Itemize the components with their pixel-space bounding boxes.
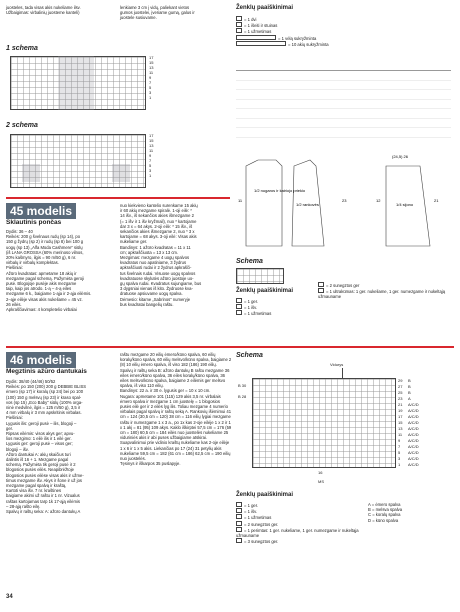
legend-color-item: A = ėmero spalva bbox=[368, 502, 401, 507]
text-line: uogų (sp 13) „Alfa Moda Cashmere“ siūlų bbox=[6, 244, 83, 250]
text-line: Reikės: po 150 (200) 200 g DEBBIE BLISS bbox=[6, 384, 87, 390]
text-line: Kartoti visa išv. 7 nr. kraštines bbox=[6, 488, 62, 494]
text-line: nuo kiekvieno kantelio surenkame 15 akių bbox=[120, 203, 198, 208]
legend3-list bbox=[236, 502, 364, 544]
legend-text: = 1 išv. bbox=[244, 509, 258, 515]
text-line: 4 mm virbalų ir 3 mm apskritinis virbalas. bbox=[6, 410, 82, 416]
row-color-code: B bbox=[408, 378, 411, 383]
legend-text: = 1 išv. bbox=[244, 305, 258, 311]
row-number: 27 bbox=[398, 384, 403, 389]
text-line: tus švelnais rudai. Visuose uogų spalvos bbox=[120, 270, 196, 276]
schema1-title: 1 schema bbox=[6, 45, 38, 52]
text-line: baigiame akimi už raštu ir 1 nr. Vizualus bbox=[6, 493, 80, 499]
legend-item bbox=[236, 527, 364, 538]
text-line: (= 1 išv ir 1 išv kryžmail), nuo * kartojame bbox=[120, 218, 197, 224]
row-color-code: A/C/D bbox=[408, 438, 419, 443]
row-number: 25 bbox=[398, 390, 403, 395]
measure-label-skirt: 1/4 sijono bbox=[396, 202, 414, 207]
model46-banner: 46 modelis bbox=[6, 352, 76, 368]
text-line: lios mezgimo: 1 eilė ilis ir 1 eilė ger. bbox=[6, 436, 72, 442]
row-number: 17 bbox=[149, 133, 154, 138]
model45-divider bbox=[6, 197, 230, 199]
legend1-title: Ženklų paaiškinimai bbox=[236, 5, 294, 11]
legend-item bbox=[318, 288, 452, 299]
schema2-shading-left bbox=[22, 164, 40, 182]
text-line: virbalų ir virbalų komplektas. bbox=[6, 260, 59, 266]
legend-symbol bbox=[236, 508, 242, 513]
text-line: blogoji – išv. bbox=[6, 446, 29, 452]
legend-text: = 1 ger. bbox=[244, 503, 259, 508]
measure-diagram bbox=[236, 146, 452, 254]
row-number: 5 bbox=[149, 85, 152, 90]
text-line: (100) 150 g melsvų (sp 23) ir kraso spal- bbox=[6, 394, 82, 400]
text-line: Spalvų ir raštų seka: A: ažūro dantukų A bbox=[6, 509, 81, 515]
row-number: 9 bbox=[398, 438, 401, 443]
row-color-code: A/C/D bbox=[408, 432, 419, 437]
legend-text: = 2 sunegztos ger bbox=[326, 283, 360, 288]
legend-text: = 3 sunegztos ger. bbox=[244, 539, 279, 545]
row-number: 1 bbox=[149, 95, 152, 100]
measure-label-21: 21 bbox=[434, 198, 439, 203]
row-number: 15 bbox=[149, 138, 154, 143]
top-mid-text bbox=[120, 5, 230, 21]
model46-title: Megztinis ažūro dantukais bbox=[6, 368, 87, 375]
back-front-outline bbox=[246, 160, 282, 246]
legend-text: = 10 akių sukryžminta bbox=[288, 41, 329, 47]
legend-symbol bbox=[236, 538, 242, 543]
text-line: Bandinys: 22 a. ir 30 e. lygusis ger = 10 x 10 cm. bbox=[120, 388, 211, 394]
row-number: 17 bbox=[398, 414, 403, 419]
legend-symbol bbox=[236, 521, 242, 526]
text-line: timus mezgame išv. Akys ir šone ir už jos bbox=[6, 477, 83, 483]
legend-text: = 1 vėlą sukryžminta bbox=[278, 35, 317, 41]
text-line: taip, kaip jos atrodo. 1-ą – 4-ą eiles bbox=[6, 286, 72, 292]
text-line: ger. bbox=[6, 425, 13, 431]
row-number: 7 bbox=[149, 80, 152, 85]
row-color-code: A/C/D bbox=[408, 408, 419, 413]
row-number: 15 bbox=[149, 60, 154, 65]
legend-symbol bbox=[236, 514, 242, 519]
text-line: 14 išv., iš sekančios akies išmezgame 2 bbox=[120, 213, 194, 219]
legend2-title: Ženklų paaiškinimai bbox=[236, 288, 294, 294]
legend1-list bbox=[236, 16, 451, 47]
text-line: Nugara: apmetame 101 (115) 129 akis 3,5 nr. virbalais ėmero spalva ir mezgame 1 cm juostelę = 1 blogosios pusės eilė ger ir 2 eilės lyg ilis. Toliau mezgame 4 numerio virbalais pagal spalvų ir raštų seką A. Rankovių išėmimui 41 cm = 124 (30,5 cm = 120) 38 cm = 116 eilių lygiai mezgame raštu ir numezgame 1 x 3 a., po 1x kas 2-oje eilėje 1 x 2 ir 1 x 1 akį = 81 (95) 109 akys. Kaklo iškirptei 57,5 cm = 176 (59 cm = 180) 60,5 cm = 184 eilės nuo juostelės nukeliame 25 viduriniės akis ir abi puses užbaigiame atskirai. Suapvalinimui prie vidinio kraštų nukeliame kas 2-oje eilėje 1 x 6 ir 1 x 5 akis. Liekančias po 17 (24) 31 petylių akis nukeliame 59,5 cm = 182 (61 cm = 186) 62,5 cm = 190 eilių nuo juostelės. bbox=[120, 393, 232, 462]
row-number: 13 bbox=[149, 143, 154, 148]
row-number: 9 bbox=[149, 75, 152, 80]
schema-b-left-label: B 28 bbox=[238, 394, 247, 399]
page-number: 34 bbox=[6, 594, 13, 600]
row-number: 17 bbox=[149, 55, 154, 60]
text-line: ninė medvilnė, ilgis = 125 m/50 g), 3,5 ir bbox=[6, 405, 81, 411]
measure-label-back: 1/2 nugaros ir kairiojo priekio bbox=[254, 188, 306, 193]
legend-color-item: C = koralų spalva bbox=[368, 512, 401, 518]
text-line: ir 60 akių mezgame spiralė. 1-oji eilė: * bbox=[120, 208, 192, 214]
legend3-title: Ženklų paaiškinimai bbox=[236, 492, 294, 498]
row-number: 5 bbox=[149, 163, 152, 168]
text-line: Lygusis ilis: geroji pusė – ilis, blogoji – bbox=[6, 420, 77, 426]
text-line: raštu mezgame 20 eilių ėmero/kūno spalva, 60 eilių koralų/kūno spalva, 60 eilių melsvo/kūno spalva, baigiame 2 (8) 10 eilių ėmero spalva, iš viso 182 (186) 190 eilių. bbox=[120, 352, 232, 368]
legend-text: = 1 perimtas: 1 ger. nukeliame, 1 ger. numezgame ir nukeltąja užmauname bbox=[236, 527, 359, 539]
text-line: kartojame = 68 akys. 3-oji eilė: Visas akis bbox=[120, 234, 197, 240]
legend-text: = 1 užmetimas bbox=[244, 29, 272, 35]
row-number: 9 bbox=[149, 153, 152, 158]
row-number: 3 bbox=[398, 456, 401, 461]
text-line: 2–ąje eilėje visas akis nukeliame = 45 vz. bbox=[6, 296, 83, 302]
model46-mid-text bbox=[120, 352, 232, 466]
text-line: sekančios akies išmezgame 2, nuo * 3 x bbox=[120, 229, 195, 235]
text-line: kvadratuose skylutės ažūro juostoje uo- bbox=[120, 275, 194, 281]
schema1-shading bbox=[58, 56, 94, 110]
text-line: Tęsinys ir iškarpos 35 puslapyje. bbox=[120, 461, 181, 467]
text-line: blogosios pusės eilėse visas akis ir užme- bbox=[6, 472, 84, 478]
legend-symbol bbox=[236, 502, 242, 507]
text-line: Dėmesio: kitame „Sabrinos“ numeryje bbox=[120, 296, 191, 302]
text-line: cm; apkraščiuota = 13 x 13 cm. bbox=[120, 249, 179, 255]
legend-item bbox=[236, 41, 451, 47]
text-line: bus kvadratai bangelių raštu. bbox=[120, 301, 174, 307]
legend-text: = 2 sunegztos ger. bbox=[244, 521, 279, 527]
schema2-shading-right bbox=[112, 164, 130, 182]
row-color-code: B bbox=[408, 390, 411, 395]
text-line: (iš LANA GROSSA (60% merinoso vilnos, bbox=[6, 249, 84, 255]
legend-item bbox=[236, 538, 364, 544]
model45-mid-text bbox=[120, 203, 232, 307]
text-line: nukeliame ger. bbox=[120, 239, 148, 245]
legend-text: = 1 ger. bbox=[244, 299, 259, 304]
text-line: Ažūro kvadratas: apmetame 18 akių ir bbox=[6, 270, 77, 276]
legend2-list-right bbox=[318, 282, 452, 300]
measure-label-12: 12 bbox=[376, 198, 381, 203]
row-number: 7 bbox=[398, 444, 401, 449]
text-line: dalintis iš 16 + 1. Mezgame pagal bbox=[6, 457, 69, 463]
text-line: gų spalva rudai. Kvadratus sujungiame, bus bbox=[120, 281, 202, 287]
schema-title: Schema bbox=[236, 258, 263, 265]
text-line: Piešiniai: bbox=[6, 265, 23, 271]
row-number: 5 bbox=[398, 450, 401, 455]
top-left-text bbox=[6, 5, 116, 15]
schema-small-grid bbox=[236, 268, 284, 284]
text-line: Apkraščiavimas: 4 kompletelio virbalai bbox=[6, 307, 77, 313]
text-line: kvadratus nuo apatiniame, 3 žydrus bbox=[120, 260, 187, 266]
schema-b-row bbox=[398, 462, 438, 468]
text-line: 26 eilės. bbox=[6, 301, 22, 307]
row-number: 11 bbox=[398, 432, 403, 437]
row-color-code: A/C/D bbox=[408, 444, 419, 449]
text-line: vos (sp 15) „Eco Baby“ siūlų (100% orga- bbox=[6, 399, 83, 405]
text-line: dar 3 x = 64 akys. 2-oji eilė: * 15 išv., iš bbox=[120, 223, 193, 229]
schema2-row-numbers bbox=[149, 133, 159, 178]
text-line: mezgame pagal spalvą ir kraštą, bbox=[6, 483, 67, 489]
schema-b-row-labels bbox=[398, 378, 438, 468]
schema2-title: 2 schema bbox=[6, 122, 38, 129]
text-line: Ripsas eilėmis: visos akys ger; apvu- bbox=[6, 431, 75, 437]
row-number: 21 bbox=[398, 402, 403, 407]
text-line: Spalvų ir raštų seka B: ažūro dantukų B raštu mezgame 36 eiles ėmero/kūno spalva, 36 eiles koralų/kūno spalva, 36 eiles melsvo/kūno spalva, baigiame 2 eilėmis ger melsvo spalva, iš viso 110 eilių. bbox=[120, 367, 230, 389]
row-number: 1 bbox=[398, 462, 401, 467]
row-number: 11 bbox=[149, 148, 154, 153]
legend-text: = 1 išeiti ir stuinas bbox=[244, 23, 278, 29]
text-line: lenkiame 3 cm į vidų, paliekant vietos bbox=[120, 5, 190, 10]
measure-label-width: (24,5) 26 bbox=[392, 154, 409, 159]
row-number: 23 bbox=[398, 396, 403, 401]
row-color-code: B bbox=[408, 384, 411, 389]
row-number: 1 bbox=[149, 173, 152, 178]
text-line: Piešiniai: bbox=[6, 415, 23, 421]
row-number: 3 bbox=[149, 168, 152, 173]
schema-b-title: Schema bbox=[236, 352, 263, 359]
row-number: 19 bbox=[398, 408, 403, 413]
legend-color-item: B = melsva spalva bbox=[368, 507, 403, 513]
row-number: 15 bbox=[398, 420, 403, 425]
row-color-code: A/C/D bbox=[408, 426, 419, 431]
model45-left-text bbox=[6, 229, 116, 312]
legend-item bbox=[236, 310, 336, 316]
text-line: apkraščiuoti rudai ir 2 žydrus apkrašči- bbox=[120, 265, 192, 271]
legend1-details bbox=[236, 70, 451, 142]
legend-text: = 1 užmetimas bbox=[244, 515, 272, 521]
row-color-code: A/C/D bbox=[408, 456, 419, 461]
text-line: 3 dygsniai vienas iš kito. Žydruose kva- bbox=[120, 286, 193, 292]
row-number: 13 bbox=[149, 65, 154, 70]
text-line: Dydis: 36 – 40 bbox=[6, 229, 33, 234]
text-line: mezgame 6 k., baigiame 1-ąja ir 2-ąja eilėmis. bbox=[6, 291, 92, 297]
legend-symbol bbox=[236, 527, 242, 532]
schema-b-bottom-ms: MS bbox=[318, 479, 324, 484]
model45-banner: 45 modelis bbox=[6, 203, 76, 219]
row-number: 3 bbox=[149, 90, 152, 95]
text-line: 150 g žydrų (sp 2) ir rudų (sp 8) bei 100 g bbox=[6, 239, 84, 245]
measure-label-sleeve: 1/2 rankovės bbox=[296, 202, 319, 207]
row-color-code: A/C/D bbox=[408, 450, 419, 455]
model46-divider bbox=[6, 346, 454, 348]
row-color-code: A/C/D bbox=[408, 420, 419, 425]
schema-b-grid bbox=[252, 378, 396, 468]
schema-b-bottom-16: 16 bbox=[318, 470, 323, 475]
text-line: mezgame pagal schemą. Pažymėta geroji bbox=[6, 275, 84, 281]
row-color-code: A/C/D bbox=[408, 402, 419, 407]
text-line: raštas kartojamas tarp 1k 17-ąją eilėmis bbox=[6, 498, 81, 504]
text-line: pusė. Blogojoje pusėje akis mezgame bbox=[6, 281, 77, 287]
row-number: 11 bbox=[149, 70, 154, 75]
row-number: 13 bbox=[398, 426, 403, 431]
model46-left-text bbox=[6, 379, 116, 514]
text-line: Ažūro dantukai A: akių skaičius turi bbox=[6, 451, 71, 457]
vidurys-label: Vidurys bbox=[330, 362, 344, 367]
model45-title: Sklautinis pončas bbox=[6, 219, 62, 226]
legend-text: = 1 ultrakūmas: 1 ger. nukeliame, 1 ger. numezgame ir nukeltąją užmauname bbox=[318, 289, 446, 300]
legend-color-item: D = kūno spalva bbox=[368, 517, 399, 523]
legend2-list-left bbox=[236, 298, 336, 317]
legend-text: = 1 užmetimas bbox=[244, 311, 272, 317]
text-line: Reikės: 200 g švelnaus rudų (sp 14), po bbox=[6, 234, 81, 240]
row-number: 7 bbox=[149, 158, 152, 163]
text-line: blogosios pusės eilės. Neapibrėžtoje bbox=[6, 467, 74, 473]
measure-label-11: 11 bbox=[238, 198, 243, 203]
text-line: juosteles, tada visas akis nukeliame ilsv. bbox=[6, 5, 81, 10]
text-line: Užbaigimas: virbalinių juosteme kanteli) bbox=[6, 10, 80, 16]
row-number: 29 bbox=[398, 378, 403, 383]
legend-text: = 1 dvi bbox=[244, 17, 257, 22]
row-color-code: A/C/D bbox=[408, 462, 419, 467]
text-line: Lygusis ger: geroji pusė – visos ger; bbox=[6, 441, 73, 447]
text-line: – 28-ąją rašto eilę. bbox=[6, 503, 41, 509]
schema-b-left-label: B 30 bbox=[238, 383, 247, 388]
center-marker bbox=[342, 368, 343, 378]
schema1-row-numbers bbox=[149, 55, 159, 100]
text-line: gumos juostelei, įveriame gumą, galus ir bbox=[120, 10, 195, 16]
text-line: schemą. Pažymėta tik geroji pusė ir 2 bbox=[6, 462, 76, 468]
text-line: dratuose apsiuvame uogų spalva. bbox=[120, 291, 183, 297]
text-line: Dydis: 38/40 (44/46) 50/52 bbox=[6, 379, 56, 384]
measure-label-23: 23 bbox=[342, 198, 347, 203]
legend3-colors bbox=[368, 502, 456, 523]
text-line: Mezgimas: mezgame 4 uogų spalvos bbox=[120, 255, 190, 261]
text-line: 20% kašmyro, ilgis = 90 m/50 g), 6 nr. bbox=[6, 255, 77, 261]
text-line: juostele susiuvame. bbox=[120, 15, 157, 21]
row-color-code: A bbox=[408, 396, 411, 401]
text-line: ėmero (sp 17) ir koralų (sp 24) bei po 100 bbox=[6, 389, 84, 395]
text-line: Bandinys: 1 ažūro kvadratas = 11 x 11 bbox=[120, 244, 191, 250]
row-color-code: A/C/D bbox=[408, 414, 419, 419]
